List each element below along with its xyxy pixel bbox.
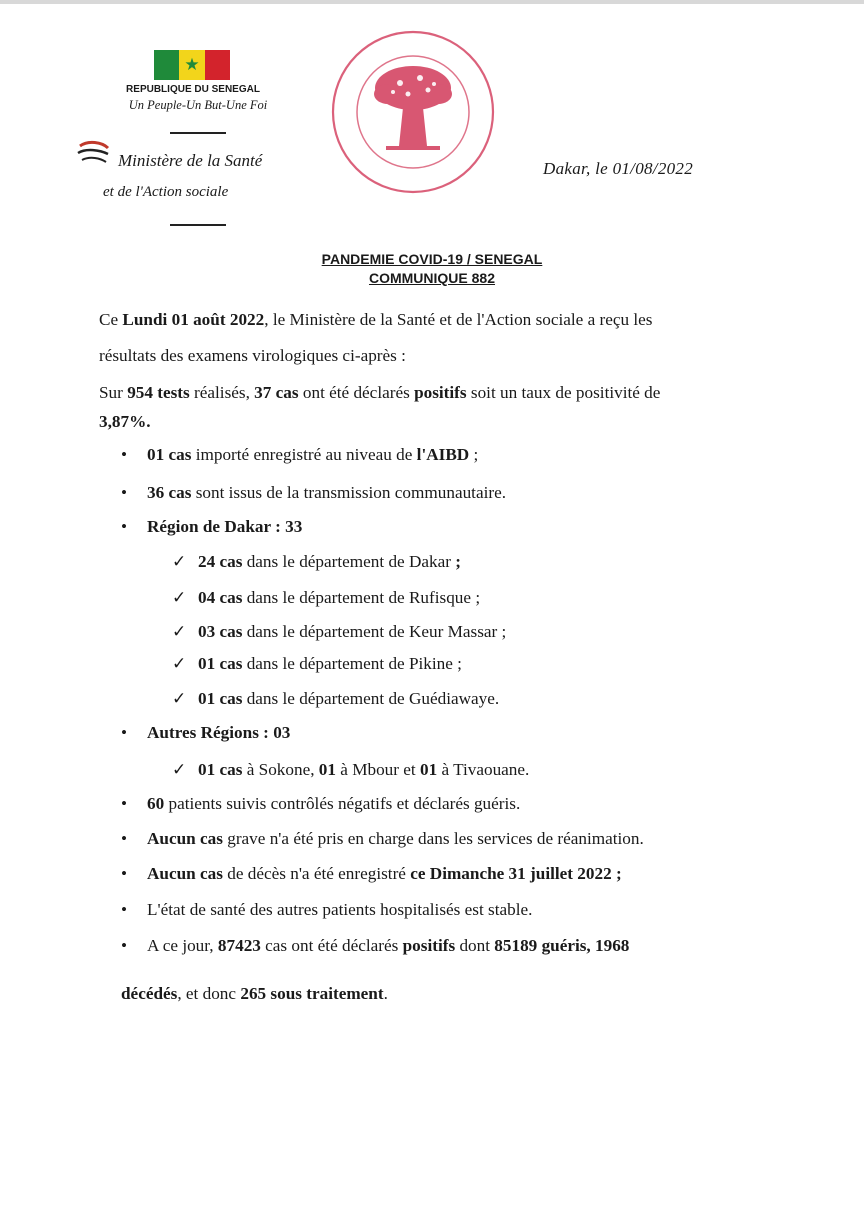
official-stamp [328,28,498,196]
checkmark-icon: ✓ [172,588,187,607]
list-item: • 60 patients suivis contrôlés négatifs et déclarés guéris. [121,794,521,813]
checkmark-icon: ✓ [172,622,187,641]
republic-name: REPUBLIQUE DU SENEGAL [126,84,260,95]
intro-line-2: résultats des examens virologiques ci-après : [99,346,406,365]
sub-list-item: ✓ 24 cas dans le département de Dakar ; [172,552,461,571]
list-item: • Aucun cas grave n'a été pris en charge dans les services de réanimation. [121,829,644,848]
sub-list-item: ✓ 01 cas dans le département de Guédiawaye. [172,689,500,708]
document-date: Dakar, le 01/08/2022 [543,159,694,178]
divider [170,132,226,134]
top-edge [0,0,864,4]
ministry-name-line1: Ministère de la Santé [118,151,263,170]
positivity-rate: 3,87%. [99,412,151,431]
communique-number: COMMUNIQUE 882 [368,270,496,286]
document-title: PANDEMIE COVID-19 / SENEGAL [321,251,543,267]
checkmark-icon: ✓ [172,654,187,673]
checkmark-icon: ✓ [172,760,187,779]
intro-line-3: Sur 954 tests réalisés, 37 cas ont été déclarés positifs soit un taux de positivité de [99,383,661,402]
sub-list-item: ✓ 01 cas à Sokone, 01 à Mbour et 01 à Tivaouane. [172,760,530,779]
sub-list-item: ✓ 03 cas dans le département de Keur Massar ; [172,622,507,641]
ministry-logo-icon [74,140,114,166]
list-item: • 36 cas sont issus de la transmission communautaire. [121,483,506,502]
ministry-name-line2: et de l'Action sociale [103,184,229,200]
list-item: • Autres Régions : 03 [121,723,291,742]
list-item: • Région de Dakar : 33 [121,517,303,536]
intro-line-1: Ce Lundi 01 août 2022, le Ministère de la Santé et de l'Action sociale a reçu les [99,310,653,329]
checkmark-icon: ✓ [172,552,187,571]
sub-list-item: ✓ 01 cas dans le département de Pikine ; [172,654,462,673]
summary-continuation: décédés, et donc 265 sous traitement. [121,984,388,1003]
divider [170,224,226,226]
list-item: • 01 cas importé enregistré au niveau de l'AIBD ; [121,445,479,464]
sub-list-item: ✓ 04 cas dans le département de Rufisque ; [172,588,481,607]
list-item: • A ce jour, 87423 cas ont été déclarés positifs dont 85189 guéris, 1968 [121,936,630,955]
list-item: • L'état de santé des autres patients hospitalisés est stable. [121,900,533,919]
star-icon: ★ [184,55,200,75]
list-item: • Aucun cas de décès n'a été enregistré ce Dimanche 31 juillet 2022 ; [121,864,622,883]
senegal-flag-icon [154,50,230,80]
checkmark-icon: ✓ [172,689,187,708]
national-motto: Un Peuple-Un But-Une Foi [128,98,268,112]
